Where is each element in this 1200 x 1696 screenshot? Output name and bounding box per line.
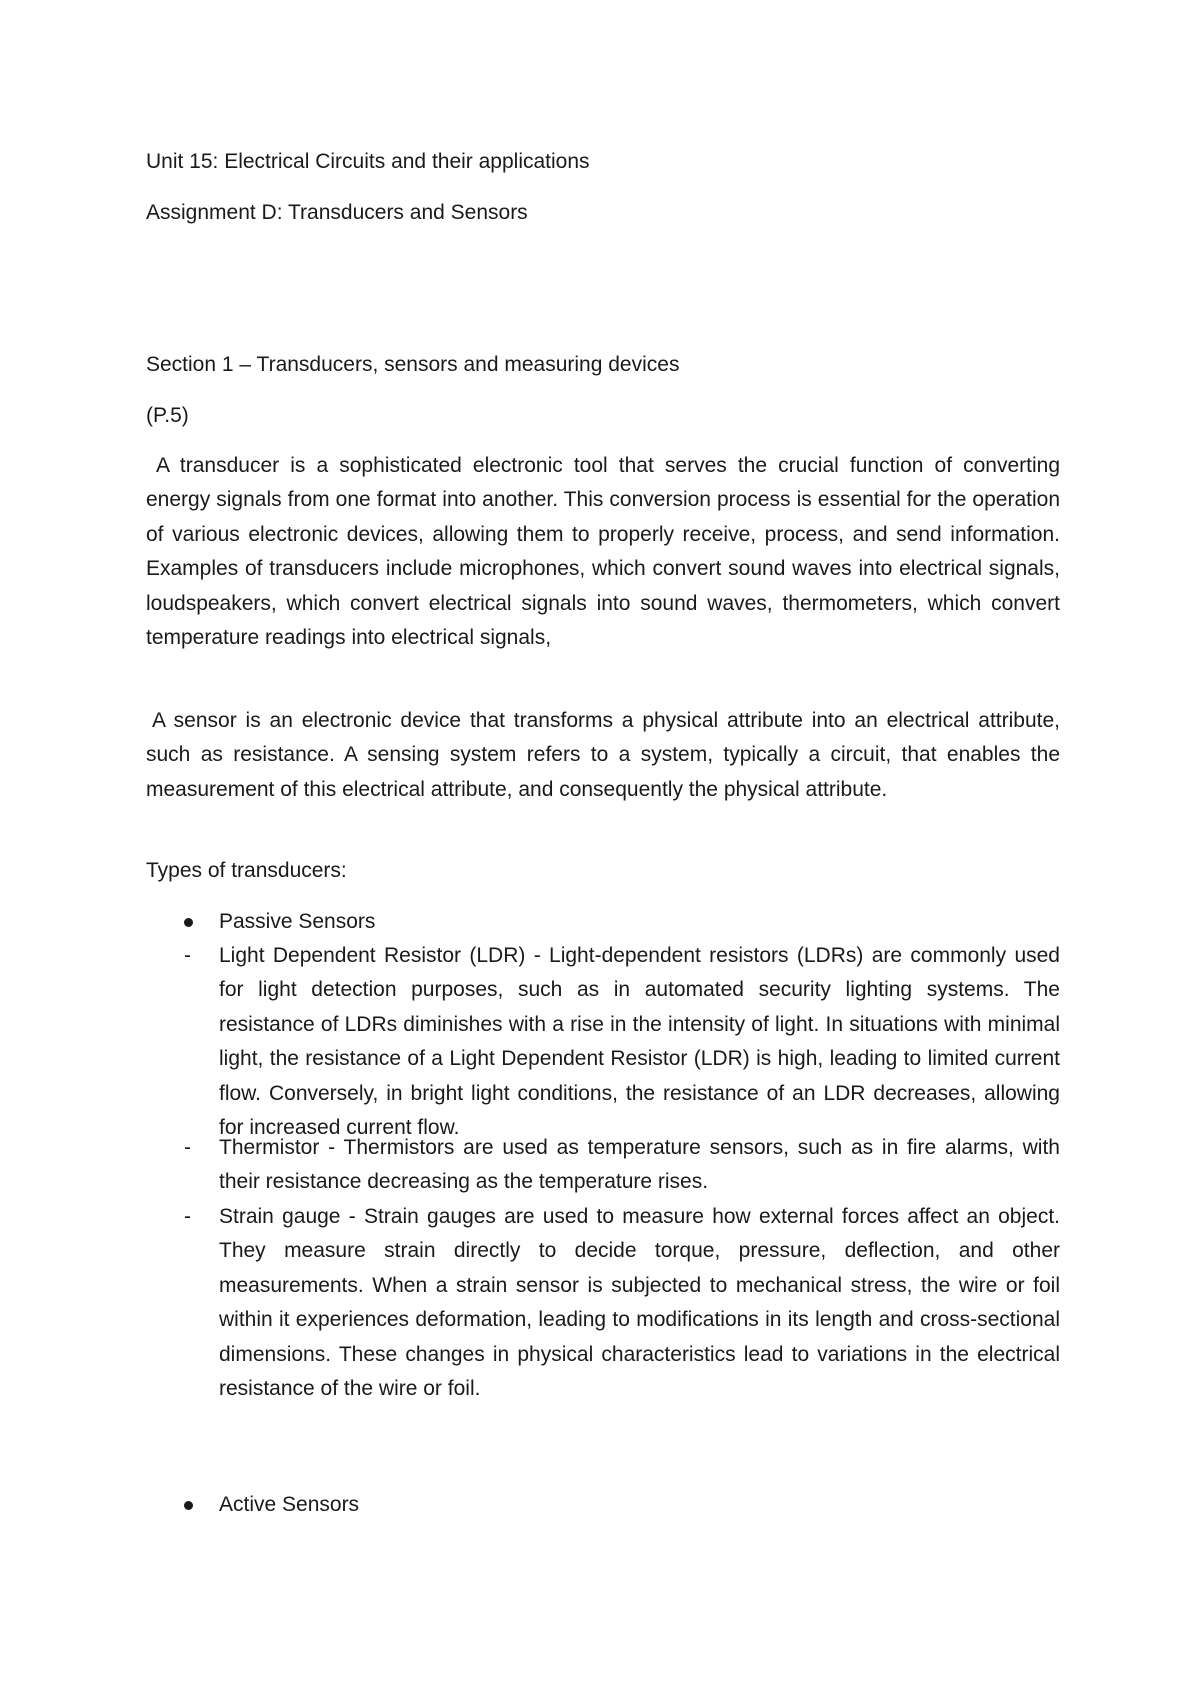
active-sensors-heading: Active Sensors (219, 1493, 360, 1516)
section-heading: Section 1 – Transducers, sensors and measuring devices (146, 353, 680, 376)
transducer-paragraph: A transducer is a sophisticated electronic tool that serves the crucial function of converting energy signals from one format into another. This conversion process is essential for the operation of various electronic devices, allowing them to properly receive, process, and send information. Examples of transducers include microphones, which convert sound waves into electrical signals, loudspeakers, which convert electrical signals into sound waves, thermometers, which convert temperature readings into electrical signals, (146, 454, 1060, 650)
thermistor-description: Thermistor - Thermistors are used as temperature sensors, such as in fire alarms, with their resistance decreasing as the temperature rises. (219, 1136, 1060, 1194)
bullet-dot-icon (184, 1501, 193, 1510)
document-title: Unit 15: Electrical Circuits and their applications (146, 150, 590, 173)
sensor-paragraph: A sensor is an electronic device that transforms a physical attribute into an electrical attribute, such as resistance. A sensing system refers to a system, typically a circuit, that enables the measurement of this electrical attribute, and consequently the physical attribute. (146, 709, 1060, 801)
dash-marker: - (184, 944, 191, 967)
passive-sensors-heading: Passive Sensors (219, 910, 376, 933)
types-heading: Types of transducers: (146, 859, 347, 882)
dash-marker: - (184, 1205, 191, 1228)
assignment-subtitle: Assignment D: Transducers and Sensors (146, 201, 528, 224)
dash-marker: - (184, 1136, 191, 1159)
criteria-reference: (P.5) (146, 404, 189, 427)
bullet-dot-icon (184, 918, 193, 927)
strain-gauge-description: Strain gauge - Strain gauges are used to measure how external forces affect an object. They measure strain directly to decide torque, pressure, deflection, and other measurements. When a strain sensor is subjected to mechanical stress, the wire or foil within it experiences deformation, leading to modifications in its length and cross-sectional dimensions. These changes in physical characteristics lead to variations in the electrical resistance of the wire or foil. (219, 1205, 1060, 1401)
ldr-description: Light Dependent Resistor (LDR) - Light-dependent resistors (LDRs) are commonly used for light detection purposes, such as in automated security lighting systems. The resistance of LDRs diminishes with a rise in the intensity of light. In situations with minimal light, the resistance of a Light Dependent Resistor (LDR) is high, leading to limited current flow. Conversely, in bright light conditions, the resistance of an LDR decreases, allowing for increased current flow. (219, 944, 1060, 1140)
